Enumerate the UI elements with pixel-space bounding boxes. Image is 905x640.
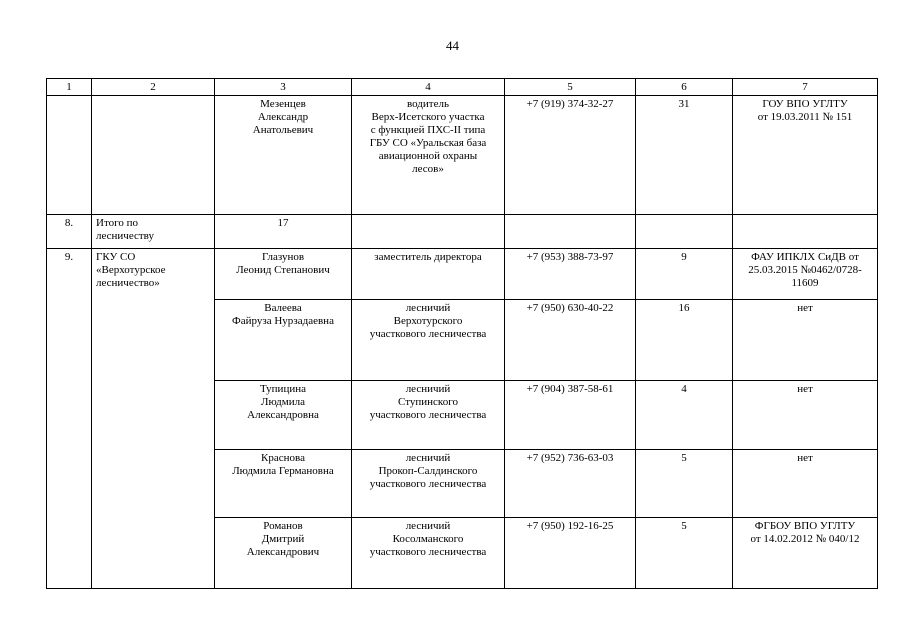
name-cell: Тупицина Людмила Александровна — [215, 381, 352, 450]
phone-cell: +7 (953) 388-73-97 — [505, 249, 636, 300]
row-number-cell: 9. — [47, 249, 92, 589]
name-cell: Валеева Файруза Нурзадаевна — [215, 300, 352, 381]
phone-cell: +7 (919) 374-32-27 — [505, 96, 636, 215]
experience-cell: 31 — [636, 96, 733, 215]
phone-cell: +7 (950) 630-40-22 — [505, 300, 636, 381]
education-cell: ФГБОУ ВПО УГЛТУ от 14.02.2012 № 040/12 — [733, 518, 878, 589]
name-cell: Мезенцев Александр Анатольевич — [215, 96, 352, 215]
education-cell: ФАУ ИПКЛХ СиДВ от 25.03.2015 №0462/0728- 11609 — [733, 249, 878, 300]
position-cell: лесничий Прокоп-Салдинского участкового лесничества — [352, 450, 505, 518]
name-cell: Романов Дмитрий Александрович — [215, 518, 352, 589]
education-cell: нет — [733, 300, 878, 381]
phone-cell: +7 (904) 387-58-61 — [505, 381, 636, 450]
experience-cell — [636, 215, 733, 249]
phone-cell: +7 (952) 736-63-03 — [505, 450, 636, 518]
column-header: 2 — [92, 79, 215, 96]
table-row-total — [47, 215, 878, 249]
name-cell: Глазунов Леонид Степанович — [215, 249, 352, 300]
experience-cell: 5 — [636, 450, 733, 518]
experience-cell: 9 — [636, 249, 733, 300]
position-cell: заместитель директора — [352, 249, 505, 300]
column-header: 6 — [636, 79, 733, 96]
column-header: 4 — [352, 79, 505, 96]
position-cell: лесничий Верхотурского участкового лесничества — [352, 300, 505, 381]
experience-cell: 5 — [636, 518, 733, 589]
organization-cell: ГКУ СО «Верхотурское лесничество» — [92, 249, 215, 589]
position-cell: водитель Верх-Исетского участка с функцией ПХС-II типа ГБУ СО «Уральская база авиационной охраны лесов» — [352, 96, 505, 215]
column-header: 7 — [733, 79, 878, 96]
total-count-cell: 17 — [215, 215, 352, 249]
education-cell: нет — [733, 450, 878, 518]
column-header: 1 — [47, 79, 92, 96]
education-cell: ГОУ ВПО УГЛТУ от 19.03.2011 № 151 — [733, 96, 878, 215]
row-number-cell — [47, 96, 92, 215]
table-header-row — [47, 79, 878, 96]
organization-cell: Итого по лесничеству — [92, 215, 215, 249]
phone-cell — [505, 215, 636, 249]
position-cell — [352, 215, 505, 249]
education-cell — [733, 215, 878, 249]
experience-cell: 16 — [636, 300, 733, 381]
table-row — [47, 96, 878, 215]
experience-cell: 4 — [636, 381, 733, 450]
position-cell: лесничий Косолманского участкового лесничества — [352, 518, 505, 589]
position-cell: лесничий Ступинского участкового лесничества — [352, 381, 505, 450]
table-row — [47, 249, 878, 300]
column-header: 5 — [505, 79, 636, 96]
education-cell: нет — [733, 381, 878, 450]
name-cell: Краснова Людмила Германовна — [215, 450, 352, 518]
row-number-cell: 8. — [47, 215, 92, 249]
column-header: 3 — [215, 79, 352, 96]
phone-cell: +7 (950) 192-16-25 — [505, 518, 636, 589]
organization-cell — [92, 96, 215, 215]
staff-table — [46, 78, 878, 589]
page-number: 44 — [446, 38, 459, 53]
